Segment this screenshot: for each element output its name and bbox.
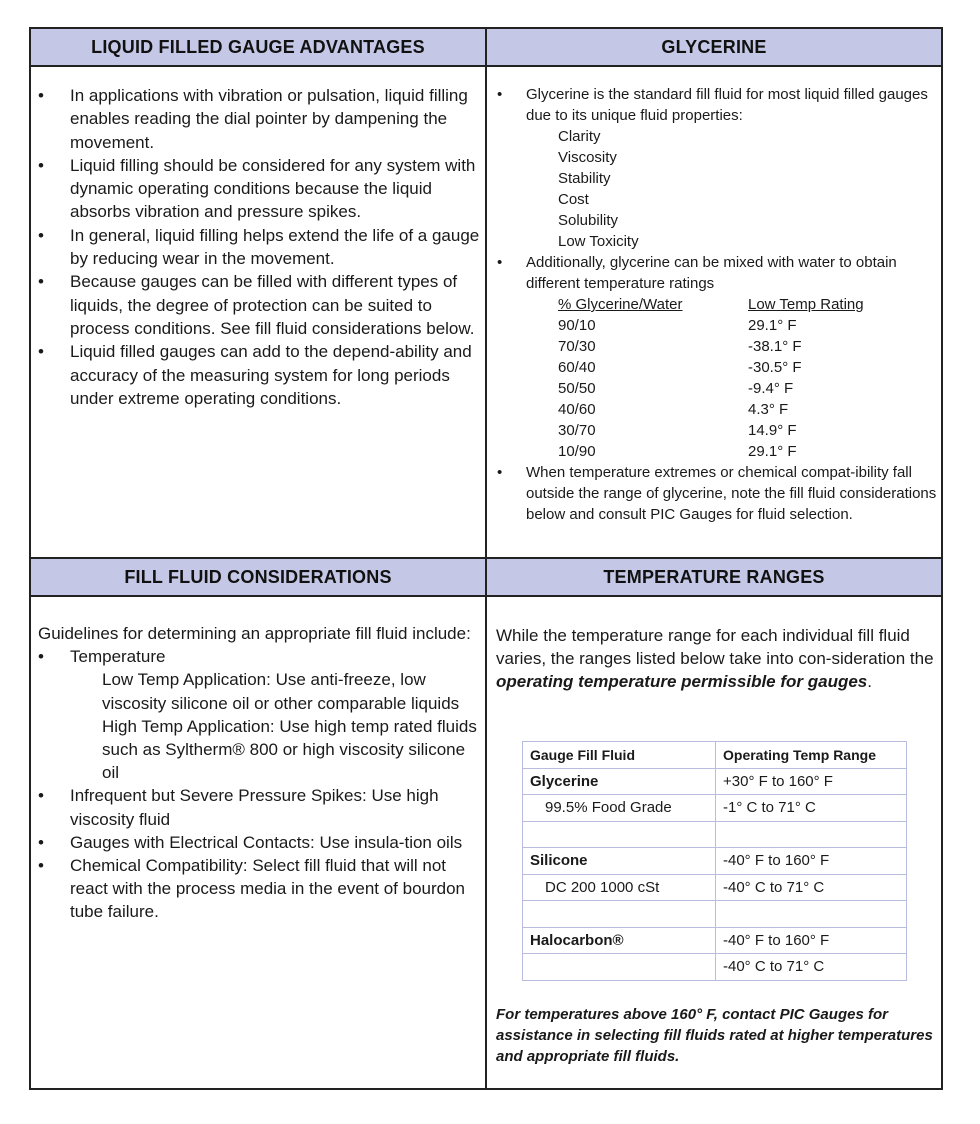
low-temp-application: Low Temp Application: Use anti-freeze, low viscosity silicone oil or other comparable liquids bbox=[102, 670, 460, 713]
table-cell-fluid: Glycerine bbox=[523, 768, 716, 795]
temperature-label: Temperature bbox=[70, 647, 166, 667]
ratings-mix: 50/50 bbox=[558, 380, 596, 397]
property-item: Stability bbox=[558, 170, 611, 187]
ratings-value: 14.9° F bbox=[748, 422, 797, 439]
ratings-value: 29.1° F bbox=[748, 317, 797, 334]
temp-ranges-intro bbox=[496, 624, 938, 694]
high-temp-application: High Temp Application: Use high temp rated fluids such as Syltherm® 800 or high viscosity silicone oil bbox=[102, 716, 477, 783]
ratings-value: -38.1° F bbox=[748, 338, 802, 355]
table-row bbox=[523, 768, 907, 795]
mix-intro: Additionally, glycerine can be mixed with water to obtain different temperature ratings bbox=[526, 254, 897, 292]
list-item: • In general, liquid filling helps extend the life of a gauge by reducing wear in the movement. bbox=[30, 224, 482, 271]
property-item: Clarity bbox=[558, 128, 601, 145]
temp-ranges-table bbox=[522, 741, 907, 981]
table-cell-fluid bbox=[523, 821, 716, 848]
ratings-value: 29.1° F bbox=[748, 443, 797, 460]
glycerine-section bbox=[489, 84, 939, 525]
header-divider-top bbox=[31, 65, 941, 67]
header-advantages: LIQUID FILLED GAUGE ADVANTAGES bbox=[31, 29, 485, 65]
list-item: • Because gauges can be filled with different types of liquids, the degree of protection can be suited to process conditions. See fill fluid considerations below. bbox=[30, 270, 482, 340]
header-glycerine: GLYCERINE bbox=[487, 29, 941, 65]
ratings-header-rating: Low Temp Rating bbox=[748, 296, 864, 313]
property-item: Low Toxicity bbox=[558, 233, 639, 250]
ratings-header-mix: % Glycerine/Water bbox=[558, 296, 683, 313]
table-row bbox=[523, 795, 907, 822]
list-item: • When temperature extremes or chemical compat-ibility fall outside the range of glycerine, note the fill fluid considerations below and consult PIC Gauges for fluid selection. bbox=[489, 462, 939, 525]
header-fill-fluid: FILL FLUID CONSIDERATIONS bbox=[31, 559, 485, 595]
list-item: • Chemical Compatibility: Select fill fluid that will not react with the process media in the event of bourdon tube failure. bbox=[30, 854, 478, 924]
list-item bbox=[489, 252, 939, 462]
table-header-row bbox=[523, 742, 907, 769]
table-row bbox=[523, 901, 907, 928]
ratings-value: -9.4° F bbox=[748, 380, 794, 397]
fill-fluid-section bbox=[38, 622, 478, 924]
list-item: • Liquid filling should be considered for any system with dynamic operating conditions because the liquid absorbs vibration and pressure spikes. bbox=[30, 154, 482, 224]
ratings-mix: 10/90 bbox=[558, 443, 596, 460]
temp-ranges-footnote: For temperatures above 160° F, contact PIC Gauges for assistance in selecting fill fluids rated at higher temperatures and appropriate fill fluids. bbox=[496, 1006, 933, 1065]
table-row bbox=[523, 954, 907, 981]
ratings-value: 4.3° F bbox=[748, 401, 789, 418]
section-divider-bottom bbox=[31, 595, 941, 597]
fill-fluid-intro: Guidelines for determining an appropriate fill fluid include: bbox=[38, 624, 471, 643]
table-cell-fluid: DC 200 1000 cSt bbox=[523, 874, 716, 901]
table-cell-range: -40° C to 71° C bbox=[716, 874, 907, 901]
ratings-table bbox=[558, 294, 939, 462]
list-item bbox=[30, 645, 478, 784]
table-cell-range: -1° C to 71° C bbox=[716, 795, 907, 822]
intro-end: . bbox=[867, 672, 872, 692]
list-item: • In applications with vibration or pulsation, liquid filling enables reading the dial pointer by dampening the movement. bbox=[30, 84, 482, 154]
list-item: • Infrequent but Severe Pressure Spikes: Use high viscosity fluid bbox=[30, 784, 478, 830]
ratings-mix: 70/30 bbox=[558, 338, 596, 355]
ratings-mix: 40/60 bbox=[558, 401, 596, 418]
property-item: Solubility bbox=[558, 212, 619, 229]
ratings-mix: 90/10 bbox=[558, 317, 596, 334]
ratings-value: -30.5° F bbox=[748, 359, 802, 376]
table-row bbox=[523, 821, 907, 848]
table-header-fluid: Gauge Fill Fluid bbox=[523, 742, 716, 769]
intro-text: While the temperature range for each individual fill fluid varies, the ranges listed below take into con-sideration the bbox=[496, 626, 934, 669]
list-item: • Gauges with Electrical Contacts: Use insula-tion oils bbox=[30, 831, 478, 854]
table-cell-fluid: Silicone bbox=[523, 848, 716, 875]
table-cell-fluid: Halocarbon® bbox=[523, 927, 716, 954]
table-header-range: Operating Temp Range bbox=[716, 742, 907, 769]
ratings-mix: 60/40 bbox=[558, 359, 596, 376]
glycerine-list bbox=[489, 84, 939, 525]
table-cell-fluid bbox=[523, 954, 716, 981]
table-cell-range: -40° F to 160° F bbox=[716, 927, 907, 954]
advantages-section bbox=[30, 84, 482, 410]
property-item: Viscosity bbox=[558, 149, 617, 166]
header-temp-ranges: TEMPERATURE RANGES bbox=[487, 559, 941, 595]
table-row bbox=[523, 848, 907, 875]
ratings-mix: 30/70 bbox=[558, 422, 596, 439]
table-cell-fluid bbox=[523, 901, 716, 928]
table-cell-range: -40° F to 160° F bbox=[716, 848, 907, 875]
properties-list bbox=[526, 126, 939, 252]
property-item: Cost bbox=[558, 191, 589, 208]
list-item bbox=[489, 84, 939, 252]
list-item: • Liquid filled gauges can add to the depend-ability and accuracy of the measuring system for long periods under extreme operating conditions. bbox=[30, 340, 482, 410]
glycerine-intro: Glycerine is the standard fill fluid for most liquid filled gauges due to its unique fluid properties: bbox=[526, 86, 928, 124]
table-cell-fluid: 99.5% Food Grade bbox=[523, 795, 716, 822]
table-row bbox=[523, 874, 907, 901]
table-cell-range bbox=[716, 901, 907, 928]
table-row bbox=[523, 927, 907, 954]
advantages-list bbox=[30, 84, 482, 410]
table-cell-range: -40° C to 71° C bbox=[716, 954, 907, 981]
table-cell-range: +30° F to 160° F bbox=[716, 768, 907, 795]
intro-emphasis: operating temperature permissible for gauges bbox=[496, 672, 868, 692]
fill-fluid-list bbox=[30, 645, 478, 923]
table-cell-range bbox=[716, 821, 907, 848]
